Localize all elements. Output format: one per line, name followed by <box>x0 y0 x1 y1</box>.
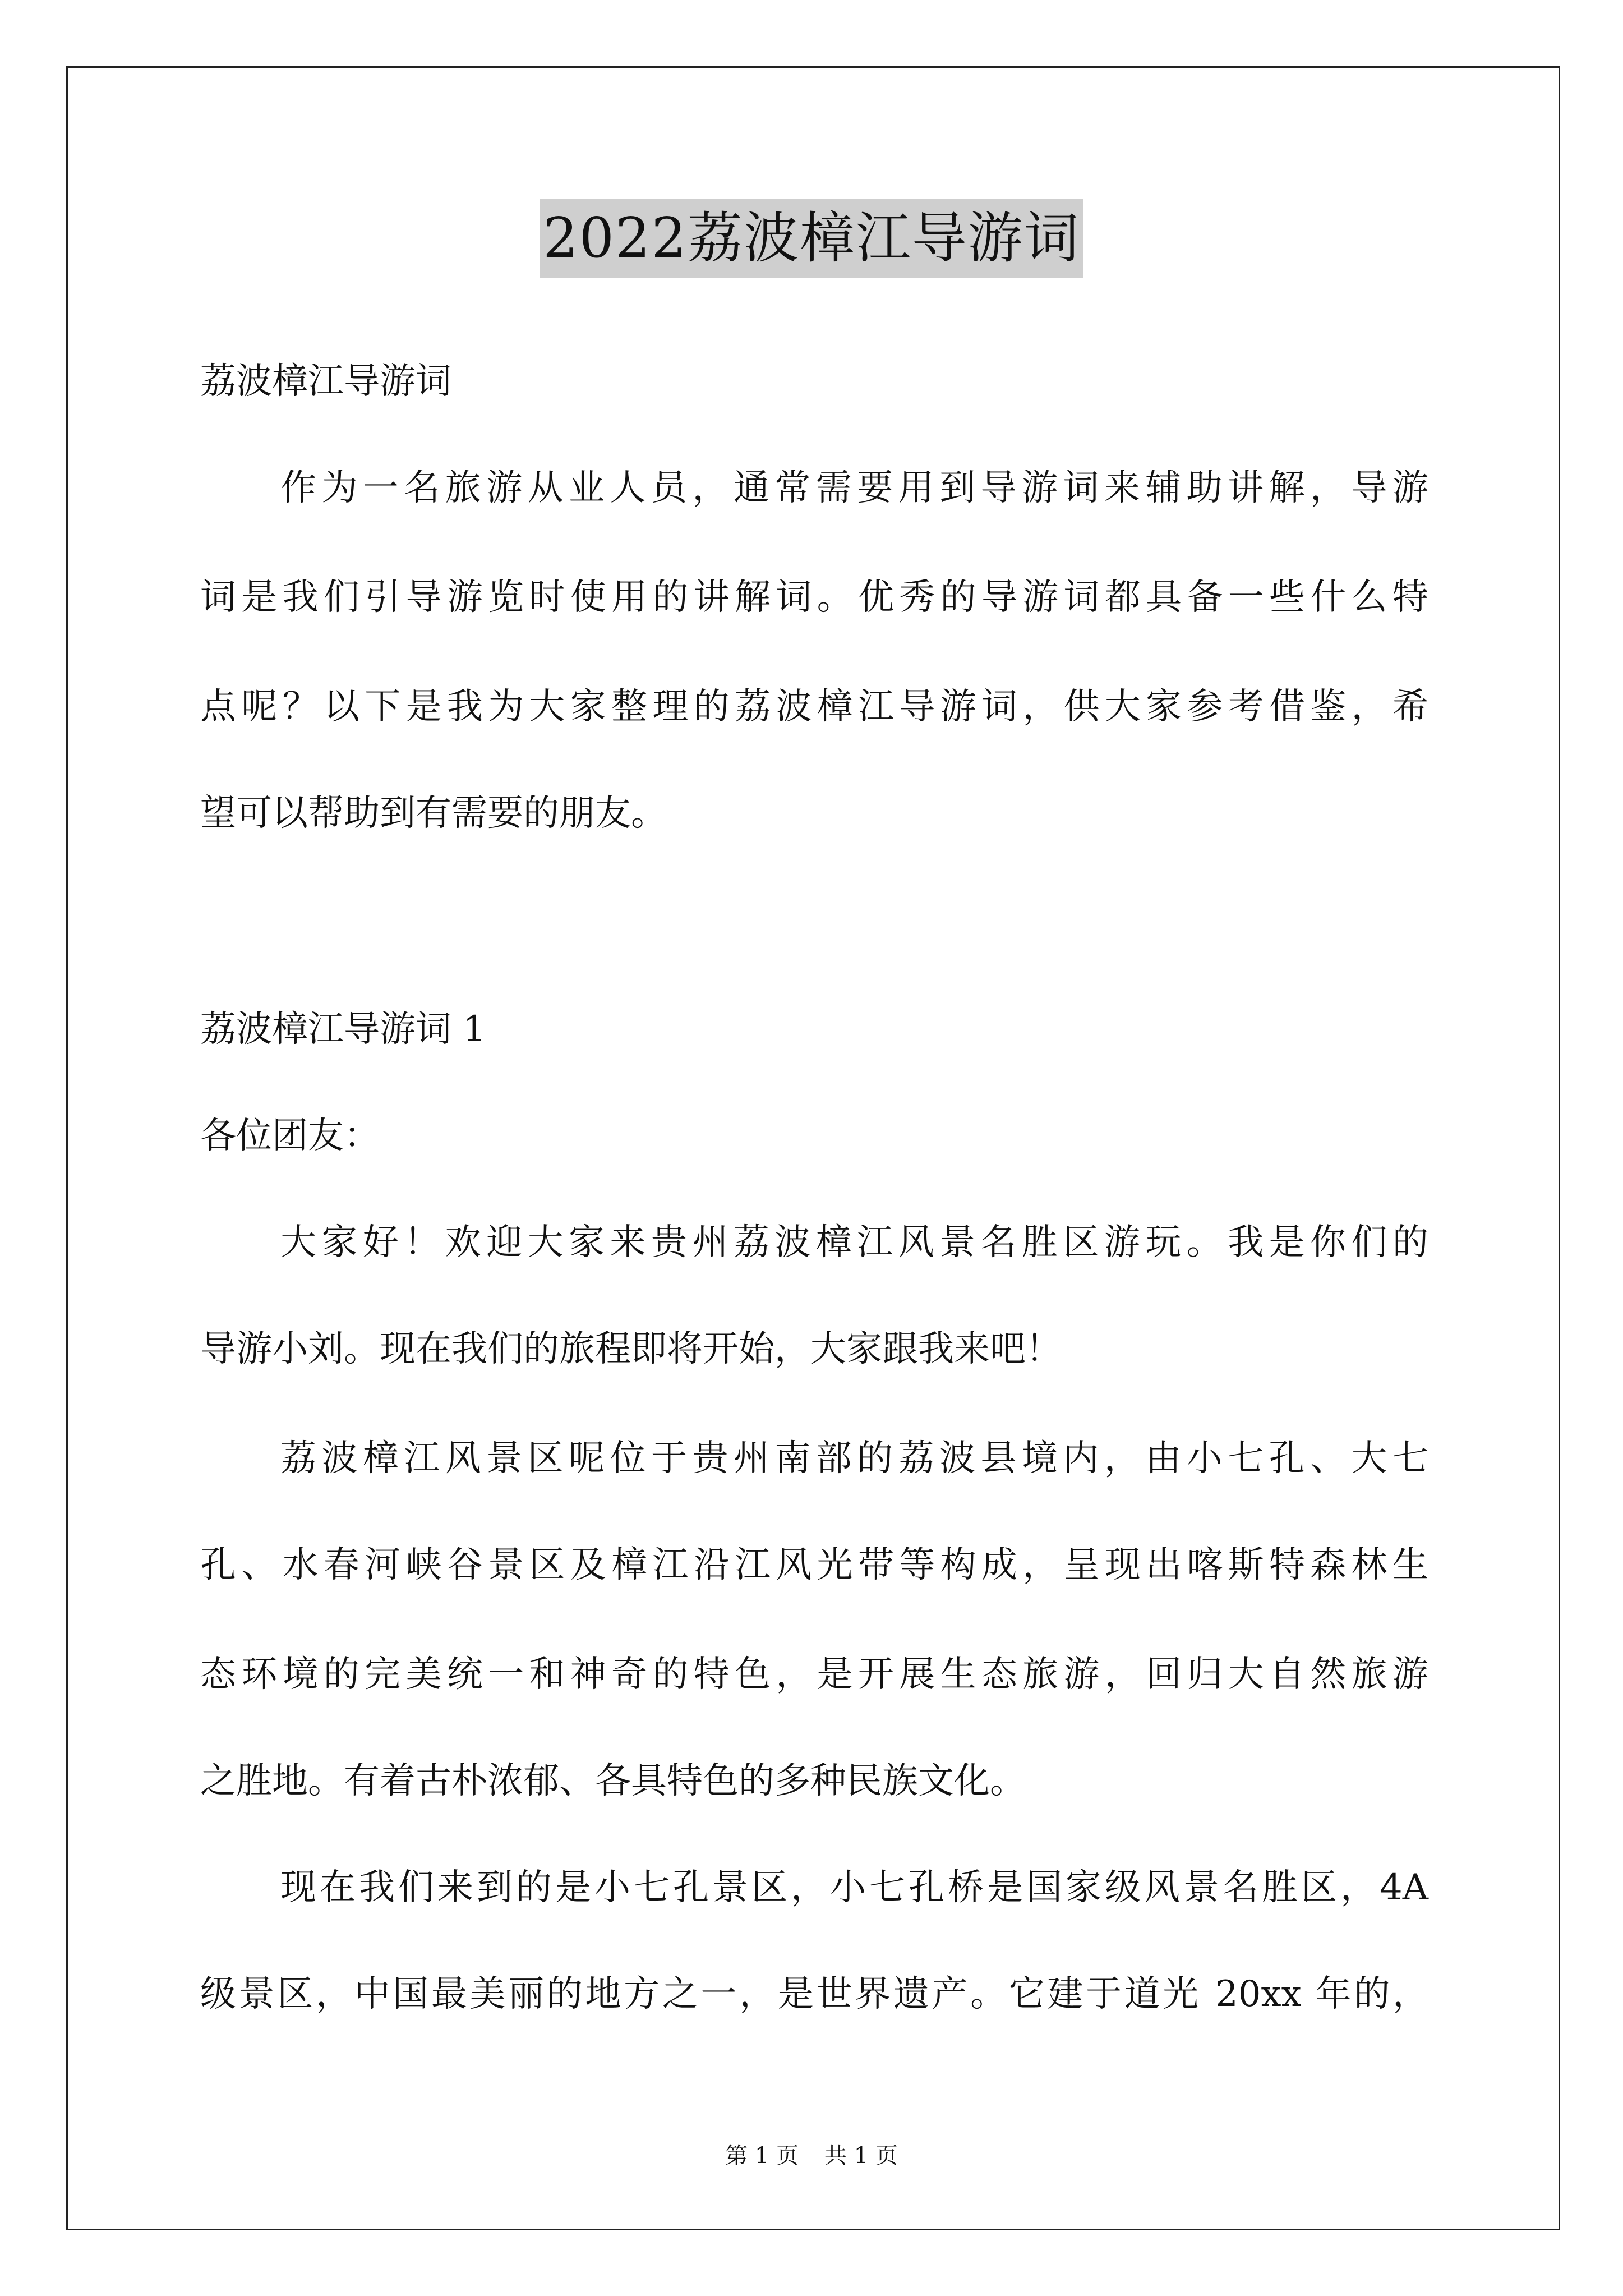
paragraph2-line-1: 荔波樟江风景区呢位于贵州南部的荔波县境内，由小七孔、大七 <box>280 1438 1428 1479</box>
greeting: 各位团友： <box>200 1115 380 1157</box>
intro-line-1: 作为一名旅游从业人员，通常需要用到导游词来辅助讲解，导游 <box>280 467 1428 509</box>
paragraph3-line-2: 级景区，中国最美丽的地方之一，是世界遗产。它建于道光 20xx 年的， <box>200 1973 1428 2015</box>
page-footer <box>0 2142 1623 2170</box>
paragraph2-line-3: 态环境的完美统一和神奇的特色，是开展生态旅游，回归大自然旅游 <box>200 1654 1428 1695</box>
paragraph2-line-2: 孔、水春河峡谷景区及樟江沿江风光带等构成，呈现出喀斯特森林生 <box>200 1544 1428 1586</box>
paragraph1-line-2: 导游小刘。现在我们的旅程即将开始，大家跟我来吧！ <box>200 1328 1062 1370</box>
title-wrap <box>0 199 1623 278</box>
intro-line-3: 点呢？以下是我为大家整理的荔波樟江导游词，供大家参考借鉴，希 <box>200 686 1428 728</box>
section-heading: 荔波樟江导游词 1 <box>200 1009 486 1050</box>
intro-line-4: 望可以帮助到有需要的朋友。 <box>200 793 667 834</box>
intro-line-2: 词是我们引导游览时使用的讲解词。优秀的导游词都具备一些什么特 <box>200 577 1428 618</box>
document-subtitle: 荔波樟江导游词 <box>200 361 451 402</box>
paragraph3-line-1: 现在我们来到的是小七孔景区，小七孔桥是国家级风景名胜区，4A <box>280 1867 1428 1908</box>
document-title: 2022荔波樟江导游词 <box>540 199 1083 278</box>
page-number: 第 1 页 <box>725 2143 799 2169</box>
paragraph2-line-4: 之胜地。有着古朴浓郁、各具特色的多种民族文化。 <box>200 1760 1026 1802</box>
paragraph1-line-1: 大家好！欢迎大家来贵州荔波樟江风景名胜区游玩。我是你们的 <box>280 1222 1428 1263</box>
page-total: 共 1 页 <box>824 2143 898 2169</box>
